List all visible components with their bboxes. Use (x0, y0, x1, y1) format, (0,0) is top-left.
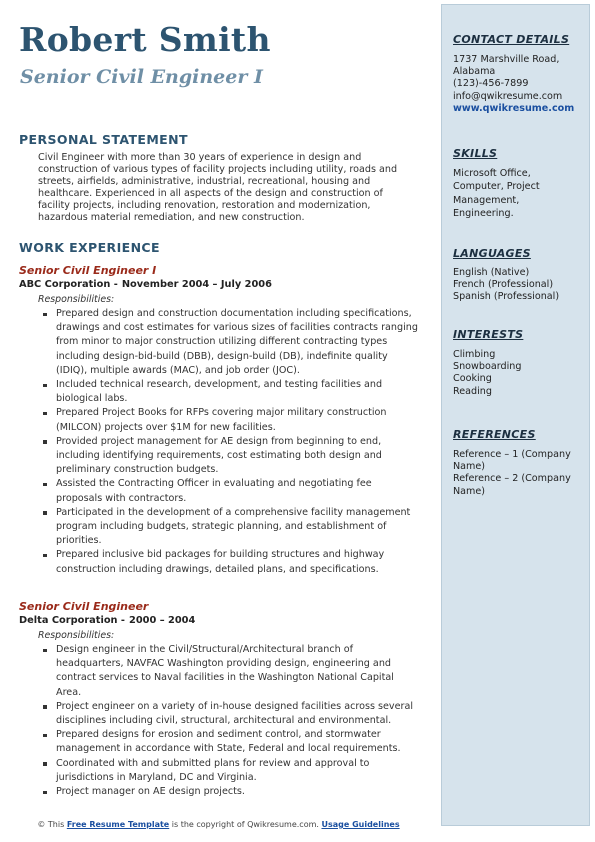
job-company: ABC Corporation - (19, 279, 118, 290)
website-link[interactable]: www.qwikresume.com (453, 102, 575, 114)
interest-item: Snowboarding (453, 361, 522, 373)
copyright-footer (0, 820, 437, 829)
language-item: French (Professional) (453, 279, 554, 291)
reference-line: Reference – 2 (Company (453, 473, 571, 485)
sidebar-panel (441, 4, 590, 826)
responsibilities-label: Responsibilities: (38, 294, 115, 305)
responsibility-item: Provided project management for AE design from beginning to end, including identifying requirements, cost estimating both design and preliminary construction budgets. (56, 435, 418, 478)
responsibilities-label: Responsibilities: (38, 630, 115, 641)
responsibility-item: Included technical research, development, and testing facilities and biological labs. (56, 378, 418, 406)
footer-middle: is the copyright of Qwikresume.com. (171, 820, 319, 829)
address-line: Alabama (453, 66, 496, 78)
interests-heading: INTERESTS (453, 328, 524, 341)
languages-heading: LANGUAGES (453, 247, 531, 260)
language-item: English (Native) (453, 267, 530, 278)
candidate-name: Robert Smith (19, 20, 271, 59)
interest-item: Reading (453, 385, 492, 397)
interest-item: Cooking (453, 373, 492, 385)
personal-statement-heading: PERSONAL STATEMENT (19, 132, 188, 147)
responsibility-item: Project engineer on a variety of in-house designed facilities across several disciplines including civil, structural, architectural and environmental. (56, 700, 418, 728)
responsibilities-list (56, 307, 418, 577)
contact-details (453, 54, 585, 115)
skills-heading: SKILLS (453, 147, 498, 160)
skill-line: Microsoft Office, (453, 168, 531, 179)
reference-line: Name) (453, 485, 486, 497)
work-experience-heading: WORK EXPERIENCE (19, 240, 160, 255)
job-role: Senior Civil Engineer (19, 600, 149, 613)
skill-line: Engineering. (453, 208, 514, 220)
responsibility-item: Coordinated with and submitted plans for review and approval to jurisdictions in Maryland, DC and Virginia. (56, 757, 418, 785)
languages-list (453, 267, 585, 304)
candidate-title: Senior Civil Engineer I (20, 66, 263, 88)
reference-line: Name) (453, 461, 486, 473)
free-resume-template-link[interactable]: Free Resume Template (66, 820, 170, 829)
responsibility-item: Prepared Project Books for RFPs covering major military construction (MILCON) projects over $1M for new facilities. (56, 406, 418, 434)
job-entry (19, 264, 421, 577)
usage-guidelines-link[interactable]: Usage Guidelines (321, 820, 400, 829)
interests-list (453, 349, 585, 398)
references-list (453, 449, 585, 498)
personal-statement-text: Civil Engineer with more than 30 years of experience in design and construction of various types of facility projects including utility, roads and streets, airfields, administrative, industrial, recreational, housing and healthcare. Experienced in all aspects of the design and construction of facility projects, including renovation, restoration and modernization, hazardous material remediation, and new construction. (38, 152, 398, 223)
job-entry (19, 600, 421, 799)
references-heading: REFERENCES (453, 428, 536, 441)
reference-line: Reference – 1 (Company (453, 449, 571, 460)
responsibility-item: Prepared design and construction documentation including specifications, drawings and cost estimates for various sizes of facilities contracts ranging from minor to major construction utilizing different contracting types including design-bid-build (DBB), design-build (DB), indefinite quality (IDIQ), multiple awards (MAC), and job order (JOC). (56, 307, 418, 378)
contact-heading: CONTACT DETAILS (453, 33, 570, 46)
sidebar (437, 0, 595, 842)
footer-prefix: © This (37, 820, 65, 829)
responsibility-item: Prepared designs for erosion and sediment control, and stormwater management in accordance with State, Federal and local requirements. (56, 728, 418, 756)
responsibility-item: Prepared inclusive bid packages for building structures and highway construction including drawings, detailed plans, and specifications. (56, 548, 418, 576)
job-company: Delta Corporation - (19, 615, 126, 626)
responsibility-item: Project manager on AE design projects. (56, 785, 418, 799)
interest-item: Climbing (453, 349, 496, 360)
job-dates: November 2004 – July 2006 (121, 279, 272, 290)
responsibility-item: Assisted the Contracting Officer in evaluating and negotiating fee proposals with contractors. (56, 477, 418, 505)
skills-list (453, 167, 585, 221)
address-line: 1737 Marshville Road, (453, 54, 560, 65)
job-company-line (19, 279, 421, 290)
responsibility-item: Design engineer in the Civil/Structural/Architectural branch of headquarters, NAVFAC Washington providing design, engineering and contract services to Naval facilities in the Washington National Capital Area. (56, 643, 418, 700)
language-item: Spanish (Professional) (453, 291, 560, 303)
phone: (123)-456-7899 (453, 78, 529, 90)
responsibility-item: Participated in the development of a comprehensive facility management program including budgets, strategic planning, and establishment of priorities. (56, 506, 418, 549)
job-company-line (19, 615, 421, 626)
job-role: Senior Civil Engineer I (19, 264, 157, 277)
skill-line: Computer, Project (453, 181, 540, 193)
responsibilities-list (56, 643, 418, 799)
job-dates: 2000 – 2004 (129, 615, 196, 626)
skill-line: Management, (453, 194, 520, 206)
email[interactable]: info@qwikresume.com (453, 90, 563, 102)
